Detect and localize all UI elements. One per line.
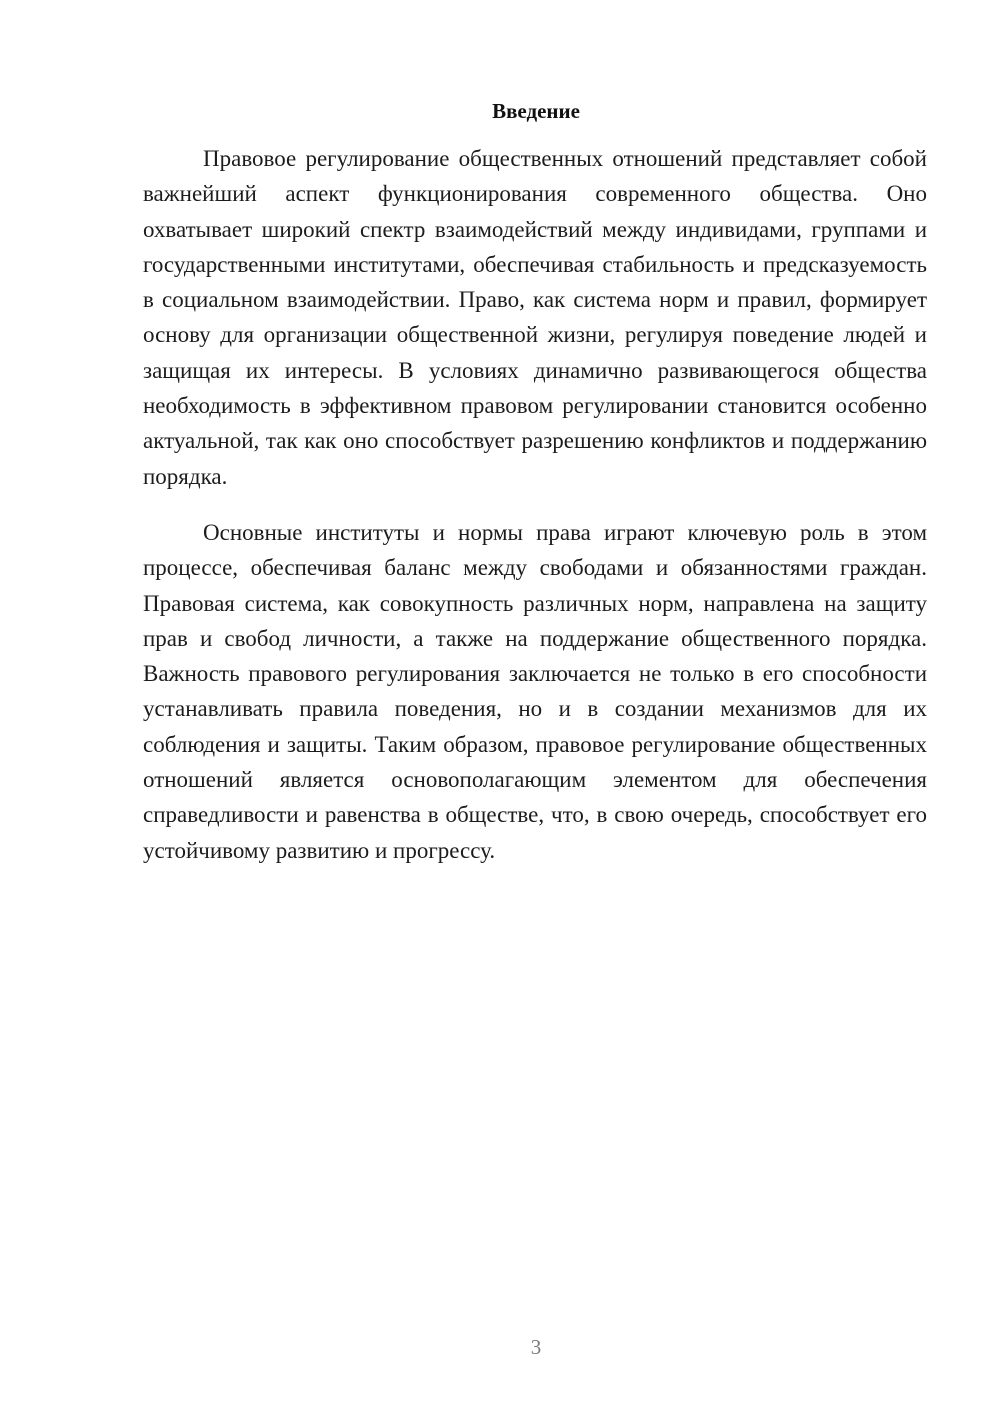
paragraph-introduction-2: Основные институты и нормы права играют ключевую роль в этом процессе, обеспечивая баланс между свободами и обязанностями граждан. Правовая система, как совокупность различных норм, направлена на защиту прав и свобод личности, а также на поддержание общественного порядка. Важность правового регулирования заключается не только в его способности устанавливать правила поведения, но и в создании механизмов для их соблюдения и защиты. Таким образом, правовое регулирование общественных отношений является основополагающим элементом для обеспечения справедливости и равенства в обществе, что, в свою очередь, способствует его устойчивому развитию и прогрессу. [143,520,927,863]
paragraph-introduction-1: Правовое регулирование общественных отношений представляет собой важнейший аспект функционирования современного общества. Оно охватывает широкий спектр взаимодействий между индивидами, группами и государственными институтами, обеспечивая стабильность и предсказуемость в социальном взаимодействии. Право, как система норм и правил, формирует основу для организации общественной жизни, регулируя поведение людей и защищая их интересы. В условиях динамично развивающегося общества необходимость в эффективном правовом регулировании становится особенно актуальной, так как оно способствует разрешению конфликтов и поддержанию порядка. [143,146,927,489]
section-title: Введение [492,99,580,123]
page-number: 3 [530,1335,542,1359]
